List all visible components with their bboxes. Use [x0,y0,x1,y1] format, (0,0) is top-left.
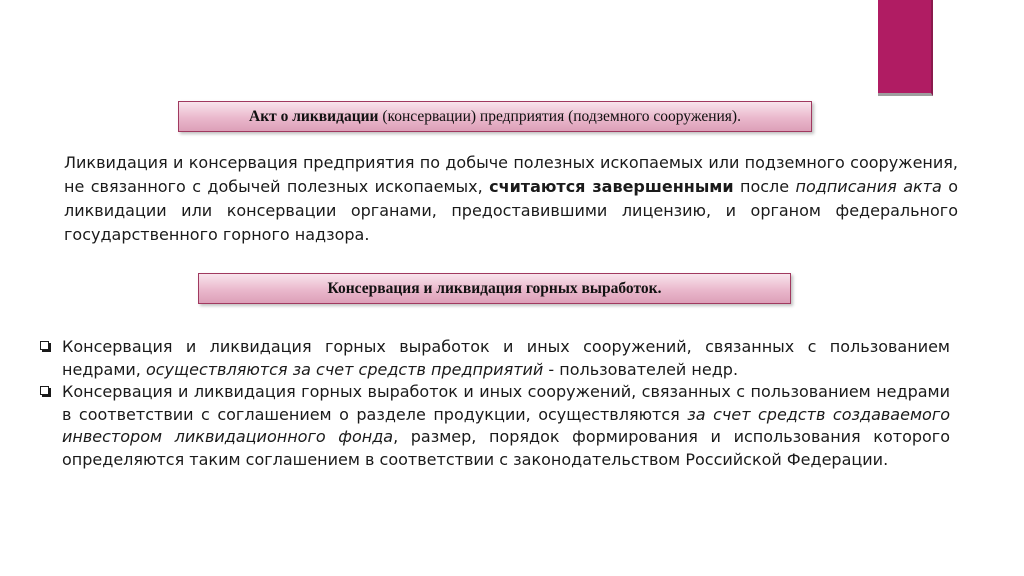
act-heading-rest: (консервации) предприятия (подземного сооружения). [378,107,741,125]
act-heading-text [249,108,741,126]
paragraph-bold: считаются завершенными [489,177,734,196]
bullet-item [40,336,950,381]
checkbox-bullet-icon [40,341,49,350]
bullet-part2: , размер, порядок формирования и использования которого определяются таким соглашением в соответствии с законодательством Российской Федерации. [62,427,950,469]
paragraph-part2: после [733,177,796,196]
paragraph-part3: о ликвидации или консервации органами, предоставившими лицензию, и органом федерального государственного горного надзора. [64,177,958,244]
mining-works-heading-text: Консервация и ликвидация горных выработок. [327,279,662,297]
bullet-part1: Консервация и ликвидация горных выработок и иных сооружений, связанных с пользованием недрами, [62,337,950,379]
act-heading-bold: Акт о ликвидации [249,107,379,125]
bullet-list [40,336,950,471]
act-heading-banner [178,101,812,132]
bullet-part1: Консервация и ликвидация горных выработок и иных сооружений, связанных с пользованием недрами в соответствии с соглашением о разделе продукции, осуществляются [62,382,950,424]
paragraph-part1: Ликвидация и консервация предприятия по добыче полезных ископаемых или подземного сооружения, не связанного с добычей полезных ископаемых, [64,153,958,196]
bullet-italic: за счет средств создаваемого инвестором ликвидационного фонда [62,404,951,446]
paragraph-italic: подписания акта [795,177,942,196]
bullet-item [40,381,950,471]
liquidation-paragraph [64,151,958,247]
mining-works-heading-banner [198,273,791,304]
decorative-accent-bar [878,0,933,96]
bullet-part2: - пользователей недр. [543,359,739,379]
bullet-italic: осуществляются за счет средств предприятий [145,359,544,379]
checkbox-bullet-icon [40,386,49,395]
